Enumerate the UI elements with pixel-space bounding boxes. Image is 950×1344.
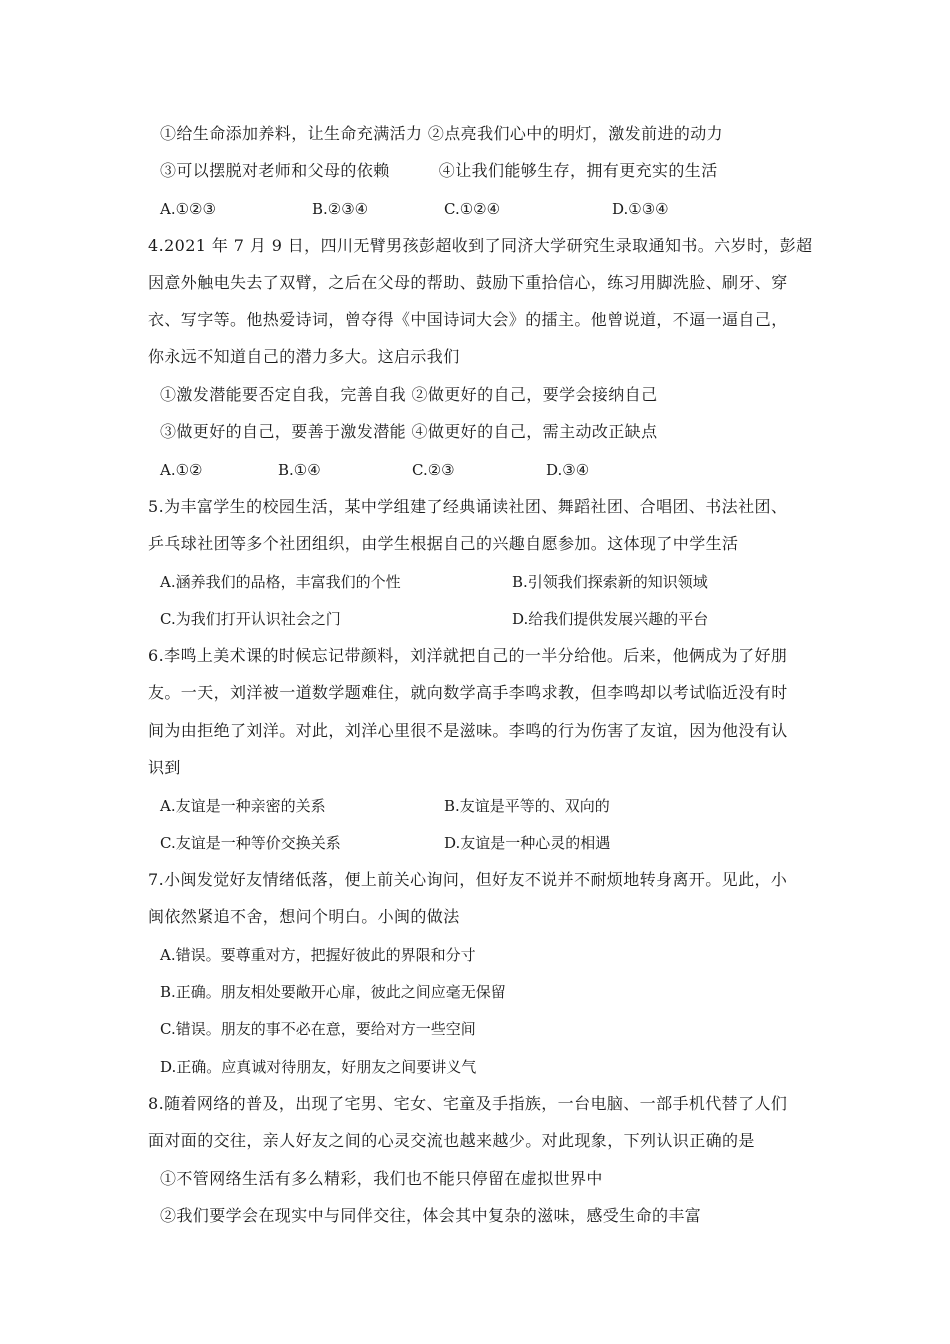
- q5-option-d: D.给我们提供发展兴趣的平台: [512, 610, 709, 628]
- q6-option-a: A.友谊是一种亲密的关系: [160, 797, 326, 815]
- q5-stem-line: 乒乓球社团等多个社团组织，由学生根据自己的兴趣自愿参加。这体现了中学生活: [148, 534, 739, 553]
- q5-option-c: C.为我们打开认识社会之门: [160, 610, 341, 628]
- q6-option-b: B.友谊是平等的、双向的: [444, 797, 610, 815]
- q7-option-c: C.错误。朋友的事不必在意，要给对方一些空间: [160, 1020, 476, 1038]
- q7-stem-line: 7.小闽发觉好友情绪低落，便上前关心询问，但好友不说并不耐烦地转身离开。见此，小: [148, 870, 788, 889]
- q3-option-b: B.②③④: [312, 200, 369, 218]
- q3-option-c: C.①②④: [444, 200, 501, 218]
- q4-option-d: D.③④: [546, 461, 590, 479]
- q4-stem-line: 你永远不知道自己的潜力多大。这启示我们: [148, 347, 460, 366]
- q4-item-line: ③做更好的自己，要善于激发潜能 ④做更好的自己，需主动改正缺点: [160, 422, 658, 441]
- q6-option-d: D.友谊是一种心灵的相遇: [444, 834, 611, 852]
- q5-option-a: A.涵养我们的品格，丰富我们的个性: [160, 573, 401, 591]
- q4-item-line: ①激发潜能要否定自我，完善自我 ②做更好的自己，要学会接纳自己: [160, 385, 658, 404]
- q8-stem-line: 面对面的交往，亲人好友之间的心灵交流也越来越少。对此现象，下列认识正确的是: [148, 1131, 755, 1150]
- q3-item-line: ③可以摆脱对老师和父母的依赖 ④让我们能够生存，拥有更充实的生活: [160, 161, 718, 180]
- q6-stem-line: 识到: [148, 758, 181, 777]
- q6-stem-line: 友。一天，刘洋被一道数学题难住，就向数学高手李鸣求教，但李鸣却以考试临近没有时: [148, 683, 788, 702]
- q4-option-c: C.②③: [412, 461, 455, 479]
- q8-item-line: ②我们要学会在现实中与同伴交往，体会其中复杂的滋味，感受生命的丰富: [160, 1206, 702, 1225]
- q4-stem-line: 衣、写字等。他热爱诗词，曾夺得《中国诗词大会》的擂主。他曾说道，不逼一逼自己，: [148, 310, 788, 329]
- q5-stem-line: 5.为丰富学生的校园生活，某中学组建了经典诵读社团、舞蹈社团、合唱团、书法社团、: [148, 497, 788, 516]
- q3-option-d: D.①③④: [612, 200, 669, 218]
- q8-item-line: ①不管网络生活有多么精彩，我们也不能只停留在虚拟世界中: [160, 1169, 603, 1188]
- q7-option-b: B.正确。朋友相处要敞开心扉，彼此之间应毫无保留: [160, 983, 506, 1001]
- q6-stem-line: 间为由拒绝了刘洋。对此，刘洋心里很不是滋味。李鸣的行为伤害了友谊，因为他没有认: [148, 721, 788, 740]
- q3-option-a: A.①②③: [160, 200, 216, 218]
- q3-item-line: ①给生命添加养料，让生命充满活力 ②点亮我们心中的明灯，激发前进的动力: [160, 124, 724, 143]
- q7-stem-line: 闽依然紧追不舍，想问个明白。小闽的做法: [148, 907, 460, 926]
- q5-option-b: B.引领我们探索新的知识领域: [512, 573, 708, 591]
- q4-option-b: B.①④: [278, 461, 321, 479]
- q7-option-a: A.错误。要尊重对方，把握好彼此的界限和分寸: [160, 946, 476, 964]
- q4-option-a: A.①②: [160, 461, 203, 479]
- q7-option-d: D.正确。应真诚对待朋友，好朋友之间要讲义气: [160, 1058, 477, 1076]
- q4-stem-line: 4.2021 年 7 月 9 日，四川无臂男孩彭超收到了同济大学研究生录取通知书。六岁时，彭超: [148, 236, 813, 255]
- q8-stem-line: 8.随着网络的普及，出现了宅男、宅女、宅童及手指族，一台电脑、一部手机代替了人们: [148, 1094, 788, 1113]
- q4-stem-line: 因意外触电失去了双臂，之后在父母的帮助、鼓励下重拾信心，练习用脚洗脸、刷牙、穿: [148, 273, 788, 292]
- q6-stem-line: 6.李鸣上美术课的时候忘记带颜料，刘洋就把自己的一半分给他。后来，他俩成为了好朋: [148, 646, 788, 665]
- q6-option-c: C.友谊是一种等价交换关系: [160, 834, 341, 852]
